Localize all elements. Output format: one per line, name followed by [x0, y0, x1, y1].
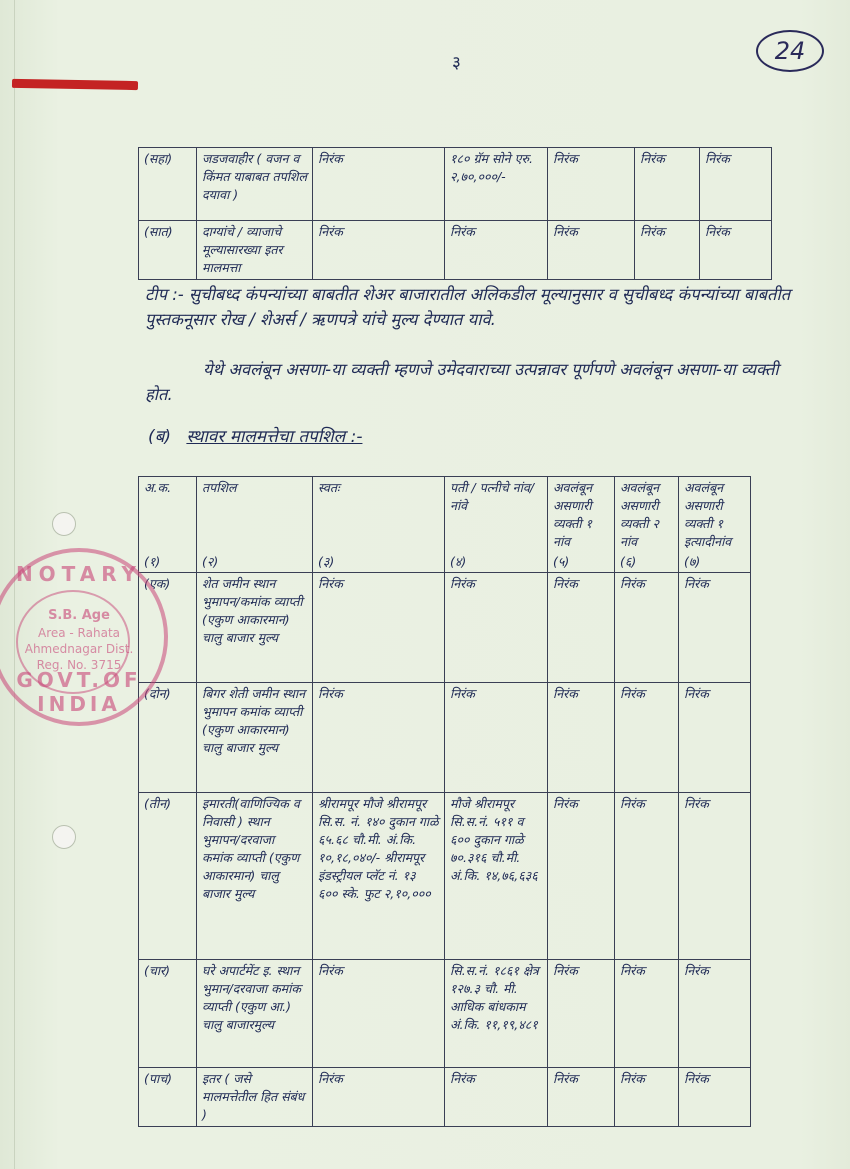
table-row: [139, 573, 751, 683]
header-text: पती / पत्नीचे नांव/नांवे: [450, 480, 534, 513]
table-cell: मौजे श्रीरामपूर सि.स.नं. ५११ व ६०० दुकान गाळे ७०.३१६ चौ.मी. अं.कि. १४,७६,६३६: [445, 793, 548, 960]
table-cell: निरंक: [548, 793, 615, 960]
table-cell: निरंक: [548, 1068, 615, 1127]
header-text: स्वतः: [318, 480, 340, 495]
table-cell: निरंक: [445, 221, 548, 280]
header-text: अवलंबून असणारी व्यक्ती १ नांव: [553, 480, 593, 549]
header-cell: [548, 477, 615, 573]
table-cell: सि.स.नं. १८६१ क्षेत्र १२७.३ चौ. मी. आधिक बांधकाम अं.कि. ११,१९,४८१: [445, 960, 548, 1068]
header-number: (६): [620, 554, 637, 569]
table-cell: निरंक: [313, 960, 445, 1068]
table-cell: निरंक: [313, 683, 445, 793]
table-row: [139, 148, 772, 221]
table-cell: निरंक: [679, 960, 751, 1068]
header-number: (२): [202, 554, 219, 569]
stamp-dist: Ahmednagar Dist.: [24, 642, 134, 656]
table-cell: निरंक: [679, 573, 751, 683]
table-cell: निरंक: [615, 683, 679, 793]
table-row: [139, 221, 772, 280]
section-title: स्थावर मालमत्तेचा तपशिल :-: [186, 427, 363, 447]
table-cell: निरंक: [548, 573, 615, 683]
table-cell: निरंक: [700, 148, 772, 221]
table-cell: निरंक: [445, 573, 548, 683]
immovable-property-table: [138, 476, 751, 1127]
table-cell: निरंक: [700, 221, 772, 280]
table-row: [139, 1068, 751, 1127]
header-number: (१): [144, 554, 161, 569]
table-cell: घरे अपार्टमेंट इ. स्थान भुमान/दरवाजा कमांक व्याप्ती (एकुण आ.) चालु बाजारमुल्य: [197, 960, 313, 1068]
table-cell: निरंक: [615, 573, 679, 683]
table-cell: निरंक: [313, 1068, 445, 1127]
header-text: अवलंबून असणारी व्यक्ती २ नांव: [620, 480, 660, 549]
table-cell: श्रीरामपूर मौजे श्रीरामपूर सि.स. नं. १४० दुकान गाळे ६५.६८ चौ.मी. अं.कि. १०,१८,०४०/- श्रीरामपूर इंडस्ट्रीयल प्लॅट नं. १३ ६०० स्के. फुट २,१०,०००: [313, 793, 445, 960]
red-ribbon: [12, 79, 138, 90]
stamp-area: Area - Rahata: [37, 626, 121, 640]
header-cell: [679, 477, 751, 573]
table-cell: निरंक: [679, 683, 751, 793]
table-row: [139, 960, 751, 1068]
table-cell: निरंक: [615, 793, 679, 960]
header-number: (४): [450, 554, 467, 569]
table-cell: (तीन): [139, 793, 197, 960]
table-cell: (एक): [139, 573, 197, 683]
header-row: [139, 477, 751, 573]
header-cell: [615, 477, 679, 573]
table-cell: इमारती(वाणिज्यिक व निवासी ) स्थान भुमापन/दरवाजा कमांक व्याप्ती (एकुण आकारमान) चालु बाजार मुल्य: [197, 793, 313, 960]
table-cell: निरंक: [313, 148, 445, 221]
table-cell: निरंक: [615, 960, 679, 1068]
table-row: [139, 683, 751, 793]
table-cell: निरंक: [548, 960, 615, 1068]
notary-stamp: [0, 548, 168, 726]
header-text: अवलंबून असणारी व्यक्ती १ इत्यादीनांव: [684, 480, 732, 549]
table-cell: इतर ( जसे मालमत्तेतील हित संबंध ): [197, 1068, 313, 1127]
header-cell: [313, 477, 445, 573]
table-cell: निरंक: [635, 221, 700, 280]
section-label: (ब): [148, 427, 171, 447]
jewellery-table: [138, 147, 772, 280]
table-cell: निरंक: [445, 683, 548, 793]
table-cell: निरंक: [445, 1068, 548, 1127]
note-text: टीप :- सुचीबध्द कंपन्यांच्या बाबतीत शेअर बाजारातील अलिकडील मूल्यानुसार व सुचीबध्द कंपन्यांच्या बाबतीत पुस्तकनूसार रोख / शेअर्स / ऋणपत्रे यांचे मुल्य देण्यात यावे.: [145, 285, 791, 329]
table-cell: १८० ग्रॅम सोने एरु. २,७०,०००/-: [445, 148, 548, 221]
header-number: (३): [318, 554, 335, 569]
section-heading: [148, 424, 362, 447]
table-cell: बिगर शेती जमीन स्थान भुमापन कमांक व्याप्ती (एकुण आकारमान) चालु बाजार मुल्य: [197, 683, 313, 793]
folio-number: 24: [756, 30, 824, 72]
table-cell: निरंक: [548, 221, 635, 280]
table-cell: निरंक: [313, 221, 445, 280]
header-cell: [197, 477, 313, 573]
table-cell: जडजवाहीर ( वजन व किंमत याबाबत तपशिल दयावा ): [197, 148, 313, 221]
table-cell: निरंक: [615, 1068, 679, 1127]
table-cell: (चार): [139, 960, 197, 1068]
table-cell: (सात): [139, 221, 197, 280]
stamp-bottom-text: GOVT.OF INDIA: [16, 668, 142, 716]
table-cell: दाग्यांचे / व्याजाचे मूल्यासारख्या इतर मालमत्ता: [197, 221, 313, 280]
punch-hole-bottom: [52, 825, 76, 849]
header-cell: [445, 477, 548, 573]
table-cell: (सहा): [139, 148, 197, 221]
header-text: अ.क.: [144, 480, 172, 495]
header-number: (७): [684, 554, 701, 569]
table-cell: निरंक: [635, 148, 700, 221]
punch-hole-top: [52, 512, 76, 536]
dependents-text: येथे अवलंबून असणा-या व्यक्ती म्हणजे उमेदवाराच्या उत्पन्नावर पूर्णपणे अवलंबून असणा-या व्यक्ती होत.: [145, 360, 779, 404]
table-cell: (पाच): [139, 1068, 197, 1127]
table-cell: (दोन): [139, 683, 197, 793]
table-cell: निरंक: [548, 683, 615, 793]
table-cell: निरंक: [313, 573, 445, 683]
header-cell: [139, 477, 197, 573]
page-number: ३: [452, 53, 461, 73]
stamp-top-text: NOTARY: [15, 562, 143, 586]
stamp-name: S.B. Age: [48, 608, 110, 623]
table-cell: शेत जमीन स्थान भुमापन/कमांक व्याप्ती (एकुण आकारमान) चालु बाजार मुल्य: [197, 573, 313, 683]
header-number: (५): [553, 554, 570, 569]
table-cell: निरंक: [679, 1068, 751, 1127]
table-row: [139, 793, 751, 960]
header-text: तपशिल: [202, 480, 237, 495]
table-cell: निरंक: [679, 793, 751, 960]
table-cell: निरंक: [548, 148, 635, 221]
stamp-reg: Reg. No. 3715: [36, 658, 122, 672]
